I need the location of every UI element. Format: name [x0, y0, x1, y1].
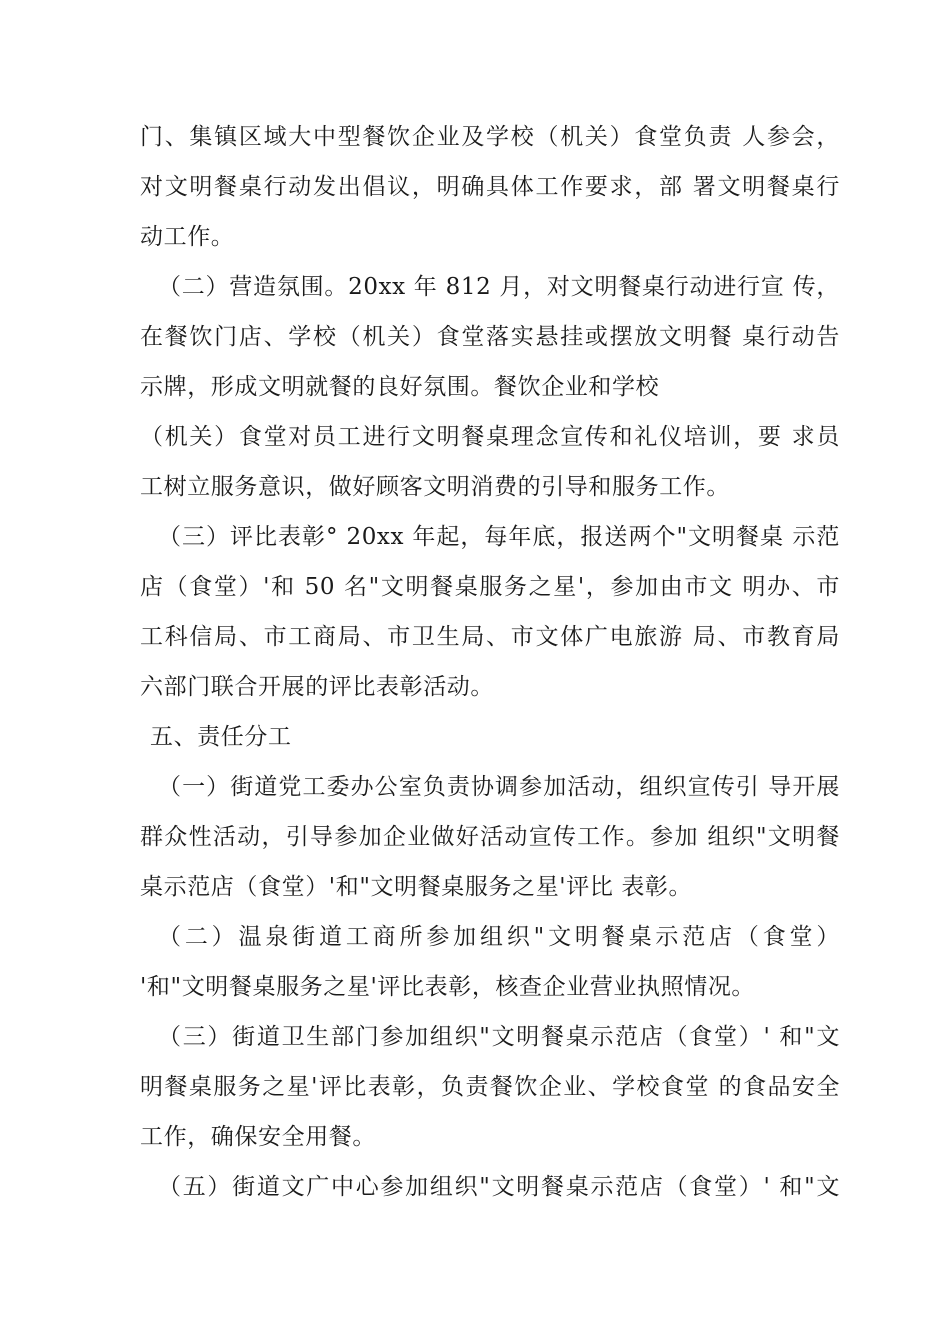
text-line: 在餐饮门店、学校（机关）食堂落实悬挂或摆放文明餐 桌行动告	[140, 324, 840, 350]
text-line: 工树立服务意识，做好顾客文明消费的引导和服务工作。	[140, 474, 730, 500]
text-line: 动工作。	[140, 224, 235, 250]
text-line: 门、集镇区域大中型餐饮企业及学校（机关）食堂负责 人参会，	[140, 124, 840, 150]
text-line: （三）评比表彰° 20xx 年起，每年底，报送两个"文明餐桌 示范	[158, 524, 840, 550]
text-line: （一）街道党工委办公室负责协调参加活动，组织宣传引 导开展	[158, 774, 840, 800]
text-line: 桌示范店（食堂）'和"文明餐桌服务之星'评比 表彰。	[140, 874, 693, 900]
text-line: 群众性活动，引导参加企业做好活动宣传工作。参加 组织"文明餐	[140, 824, 840, 850]
text-line: （机关）食堂对员工进行文明餐桌理念宣传和礼仪培训，要 求员	[140, 424, 840, 450]
section-heading: 五、责任分工	[150, 724, 292, 750]
text-line: 明餐桌服务之星'评比表彰，负责餐饮企业、学校食堂 的食品安全	[140, 1074, 840, 1100]
text-line: （三）街道卫生部门参加组织"文明餐桌示范店（食堂）' 和"文	[158, 1024, 840, 1050]
text-line: 工科信局、市工商局、市卫生局、市文体广电旅游 局、市教育局	[140, 624, 840, 650]
text-line: 六部门联合开展的评比表彰活动。	[140, 674, 494, 700]
text-line: 示牌，形成文明就餐的良好氛围。餐饮企业和学校	[140, 374, 660, 400]
text-line: '和"文明餐桌服务之星'评比表彰，核查企业营业执照情况。	[140, 974, 756, 1000]
text-line: 对文明餐桌行动发出倡议，明确具体工作要求，部 署文明餐桌行	[140, 174, 840, 200]
text-line: （五）街道文广中心参加组织"文明餐桌示范店（食堂）' 和"文	[158, 1174, 840, 1200]
text-line: 工作，确保安全用餐。	[140, 1124, 376, 1150]
text-line: （二）温泉街道工商所参加组织"文明餐桌示范店（食堂）	[158, 924, 840, 950]
text-line: （二）营造氛围。20xx 年 812 月，对文明餐桌行动进行宣 传，	[158, 274, 840, 300]
text-line: 店（食堂）'和 50 名"文明餐桌服务之星'，参加由市文 明办、市	[140, 574, 840, 600]
